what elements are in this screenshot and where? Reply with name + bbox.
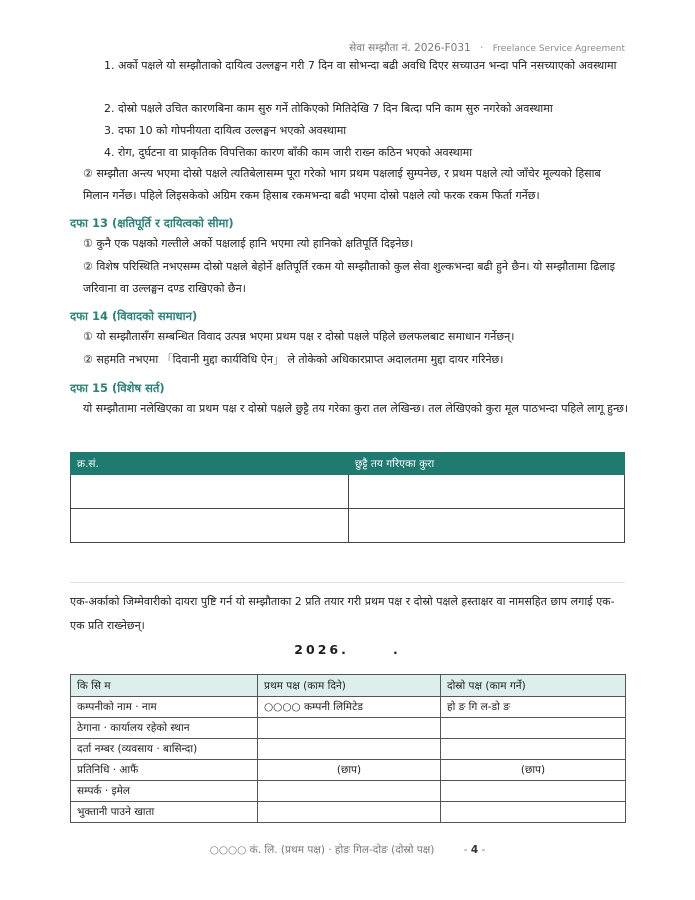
- section-title: (विशेष सर्त): [112, 381, 165, 395]
- page-number-value: 4: [470, 844, 479, 856]
- table-row: [71, 718, 626, 739]
- first-party-address[interactable]: [258, 718, 441, 739]
- first-party-name[interactable]: ○○○○ कम्पनी लिमिटेड: [258, 697, 441, 718]
- table-header-row: [71, 675, 626, 697]
- section-15-heading: [70, 378, 165, 398]
- first-party-registration[interactable]: [258, 739, 441, 760]
- table-row: [71, 781, 626, 802]
- table-row: [71, 475, 625, 509]
- section-13-clause-2: ② विशेष परिस्थिति नभएसम्म दोस्रो पक्षले बेहोर्ने क्षतिपूर्ति रकम यो सम्झौताको कुल सेवा शुल्कभन्दा बढी हुने छैन। यो सम्झौतामा ढिलाइ जरिवाना वा उल्लङ्घन दण्ड राखिएको छैन।: [83, 260, 615, 295]
- section-number: 13: [91, 216, 108, 230]
- header-separator: ·: [480, 42, 484, 54]
- table-cell[interactable]: [71, 509, 349, 543]
- header-english-title: Freelance Service Agreement: [492, 44, 625, 54]
- second-party-registration[interactable]: [441, 739, 626, 760]
- second-party-contact[interactable]: [441, 781, 626, 802]
- section-title: (विवादको समाधान): [112, 309, 198, 323]
- section-prefix: दफा: [70, 381, 88, 395]
- second-party-seal[interactable]: (छाप): [441, 760, 626, 781]
- page-number-suffix: -: [481, 844, 486, 856]
- second-party-account[interactable]: [441, 802, 626, 823]
- termination-settlement-paragraph: ② सम्झौता अन्त्य भएमा दोस्रो पक्षले त्यतिबेलासम्म पूरा गरेको भाग प्रथम पक्षलाई सुम्पनेछ, र प्रथम पक्षले त्यो जाँचेर मूल्यको हिसाब मिलान गर्नेछ। पहिले लिइसकेको अग्रिम रकम हिसाब रकमभन्दा बढी भएमा दोस्रो पक्षले त्यो फरक रकम फिर्ता गर्नेछ।: [83, 167, 601, 202]
- signature-table: [70, 674, 626, 823]
- column-header-first-party: प्रथम पक्ष (काम दिने): [258, 675, 441, 697]
- page-header: [349, 41, 625, 55]
- row-label: कम्पनीको नाम · नाम: [71, 697, 258, 718]
- first-party-account[interactable]: [258, 802, 441, 823]
- table-row: [71, 697, 626, 718]
- table-cell[interactable]: [349, 509, 625, 543]
- row-label: सम्पर्क · इमेल: [71, 781, 258, 802]
- table-row: [71, 739, 626, 760]
- row-label: प्रतिनिधि · आफैं: [71, 760, 258, 781]
- table-cell[interactable]: [71, 475, 349, 509]
- header-doc-number: 2026-F031: [414, 42, 471, 54]
- column-header-special-terms: छुट्टै तय गरिएका कुरा: [349, 453, 625, 475]
- second-party-name[interactable]: हो ङ गि ल-डो ङ: [441, 697, 626, 718]
- page-footer: [0, 843, 695, 857]
- termination-condition-4: 4. रोग, दुर्घटना वा प्राकृतिक विपत्तिका कारण बाँकी काम जारी राख्न कठिन भएको अवस्थामा: [104, 146, 473, 159]
- table-row: [71, 760, 626, 781]
- termination-condition-2: 2. दोस्रो पक्षले उचित कारणबिना काम सुरु गर्ने तोकिएको मितिदेखि 7 दिन बित्दा पनि काम सुरु नगरेको अवस्थामा: [104, 102, 553, 115]
- section-13-heading: [70, 213, 234, 233]
- section-title: (क्षतिपूर्ति र दायित्वको सीमा): [112, 216, 234, 230]
- termination-condition-3: 3. दफा 10 को गोपनीयता दायित्व उल्लङ्घन भएको अवस्थामा: [104, 124, 347, 137]
- table-cell[interactable]: [349, 475, 625, 509]
- column-header-serial: क्र.सं.: [71, 453, 349, 475]
- section-number: 14: [91, 309, 108, 323]
- row-label: भुक्तानी पाउने खाता: [71, 802, 258, 823]
- row-label: ठेगाना · कार्यालय रहेको स्थान: [71, 718, 258, 739]
- page-number-prefix: -: [463, 844, 468, 856]
- section-14-clause-1: ① यो सम्झौतासँग सम्बन्धित विवाद उत्पन्न भएमा प्रथम पक्ष र दोस्रो पक्षले पहिले छलफलबाट समाधान गर्नेछन्।: [83, 330, 515, 343]
- column-header-item: कि सि म: [71, 675, 258, 697]
- section-number: 15: [91, 381, 108, 395]
- header-title: सेवा सम्झौता नं.: [349, 42, 411, 54]
- section-15-body: यो सम्झौतामा नलेखिएका वा प्रथम पक्ष र दोस्रो पक्षले छुट्टै तय गरेका कुरा तल लेखिन्छ। तल लेखिएको कुरा मूल पाठभन्दा पहिले लागू हुन्छ।: [83, 402, 628, 415]
- special-terms-table: [70, 452, 625, 543]
- section-14-heading: [70, 306, 197, 326]
- termination-condition-1: 1. अर्को पक्षले यो सम्झौताको दायित्व उल्लङ्घन गरी 7 दिन वा सोभन्दा बढी अवधि दिएर सच्याउन भन्दा पनि नसच्याएको अवस्थामा: [104, 59, 617, 72]
- section-prefix: दफा: [70, 309, 88, 323]
- second-party-address[interactable]: [441, 718, 626, 739]
- section-prefix: दफा: [70, 216, 88, 230]
- column-header-second-party: दोस्रो पक्ष (काम गर्ने): [441, 675, 626, 697]
- table-row: [71, 509, 625, 543]
- footer-parties: ○○○○ कं. लि. (प्रथम पक्ष) · होङ गिल-दोङ (दोस्रो पक्ष): [209, 844, 435, 856]
- closing-paragraph: एक-अर्काको जिम्मेवारीको दायरा पुष्टि गर्न यो सम्झौताका 2 प्रति तयार गरी प्रथम पक्ष र दोस्रो पक्षले हस्ताक्षर वा नामसहित छाप लगाई एक-एक प्रति राख्नेछन्।: [70, 595, 615, 632]
- signing-date: 2026. .: [294, 642, 401, 657]
- row-label: दर्ता नम्बर (व्यवसाय · बासिन्दा): [71, 739, 258, 760]
- table-row: [71, 802, 626, 823]
- table-header-row: [71, 453, 625, 475]
- first-party-contact[interactable]: [258, 781, 441, 802]
- divider: [70, 582, 625, 583]
- page-number: [464, 844, 486, 856]
- section-13-clause-1: ① कुनै एक पक्षको गल्तीले अर्को पक्षलाई हानि भएमा त्यो हानिको क्षतिपूर्ति दिइनेछ।: [83, 237, 414, 250]
- first-party-seal[interactable]: (छाप): [258, 760, 441, 781]
- section-14-clause-2: ② सहमति नभएमा 「दिवानी मुद्दा कार्यविधि ऐन」 ले तोकेको अधिकारप्राप्त अदालतमा मुद्दा दायर गरिनेछ।: [83, 353, 504, 366]
